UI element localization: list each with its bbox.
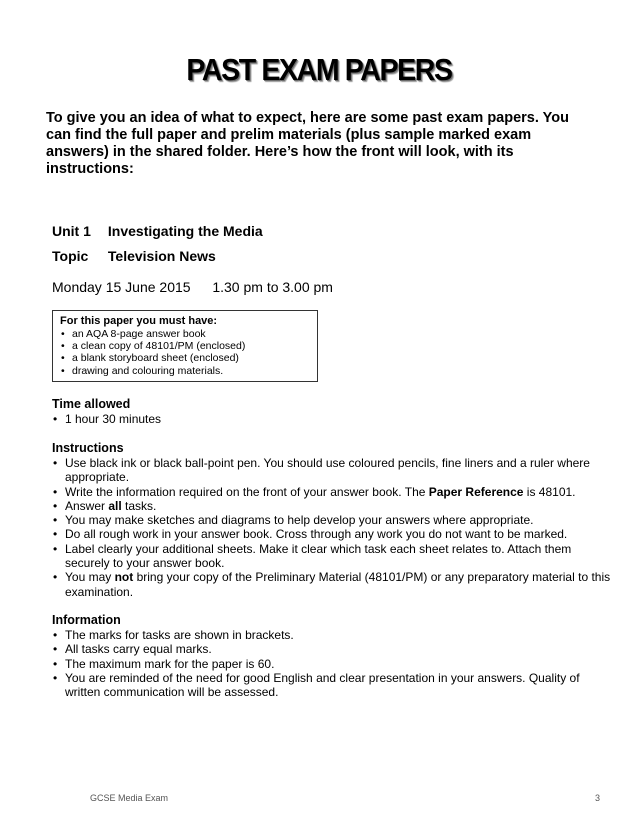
date-time-line xyxy=(52,279,612,295)
list-item: • You may make sketches and diagrams to help develop your answers where appropriate. xyxy=(52,513,612,527)
instructions-heading: Instructions xyxy=(52,441,124,455)
materials-box xyxy=(52,310,318,382)
list-item: • a blank storyboard sheet (enclosed) xyxy=(60,352,317,364)
list-item: • Label clearly your additional sheets. Make it clear which task each sheet relates to. Attach them securely to your answer book. xyxy=(52,542,612,571)
list-item: • Use black ink or black ball-point pen. You should use coloured pencils, fine liners and a ruler where appropriate. xyxy=(52,456,612,485)
page-number: 3 xyxy=(595,793,601,803)
list-item: • 1 hour 30 minutes xyxy=(52,412,612,426)
list-item: • Answer all tasks. xyxy=(52,499,612,513)
list-item: • Do all rough work in your answer book. Cross through any work you do not want to be marked. xyxy=(52,527,612,541)
list-item: • an AQA 8-page answer book xyxy=(60,328,317,340)
information-section xyxy=(52,613,612,699)
time-allowed-heading: Time allowed xyxy=(52,397,131,411)
list-item: • All tasks carry equal marks. xyxy=(52,642,612,656)
topic-line xyxy=(52,248,612,264)
list-item: • drawing and colouring materials. xyxy=(60,365,317,377)
unit-line xyxy=(52,223,612,239)
list-item: • The marks for tasks are shown in brackets. xyxy=(52,628,612,642)
information-heading: Information xyxy=(52,613,121,627)
topic-label: Topic xyxy=(52,248,89,264)
exam-date: Monday 15 June 2015 xyxy=(52,279,191,295)
page-title: PAST EXAM PAPERS xyxy=(186,52,452,87)
footer-document-title: GCSE Media Exam xyxy=(90,793,169,803)
intro-paragraph: To give you an idea of what to expect, here are some past exam papers. You can find the full paper and prelim materials (plus sample marked exam answers) in the shared folder. Here’s how the front will look, with its instructions: xyxy=(46,110,569,177)
list-item: • The maximum mark for the paper is 60. xyxy=(52,657,612,671)
unit-value: Investigating the Media xyxy=(107,223,263,239)
time-allowed-section xyxy=(52,397,612,426)
list-item: • a clean copy of 48101/PM (enclosed) xyxy=(60,340,317,352)
exam-time: 1.30 pm to 3.00 pm xyxy=(212,279,333,295)
materials-heading: For this paper you must have: xyxy=(60,315,218,327)
list-item: • You may not bring your copy of the Preliminary Material (48101/PM) or any preparatory material to this examination. xyxy=(52,570,612,599)
list-item: • You are reminded of the need for good English and clear presentation in your answers. Quality of written communication will be assessed. xyxy=(52,671,612,700)
instructions-section xyxy=(52,441,612,599)
unit-label: Unit 1 xyxy=(52,223,91,239)
list-item: • Write the information required on the front of your answer book. The Paper Reference is 48101. xyxy=(52,485,612,499)
topic-value: Television News xyxy=(107,248,216,264)
